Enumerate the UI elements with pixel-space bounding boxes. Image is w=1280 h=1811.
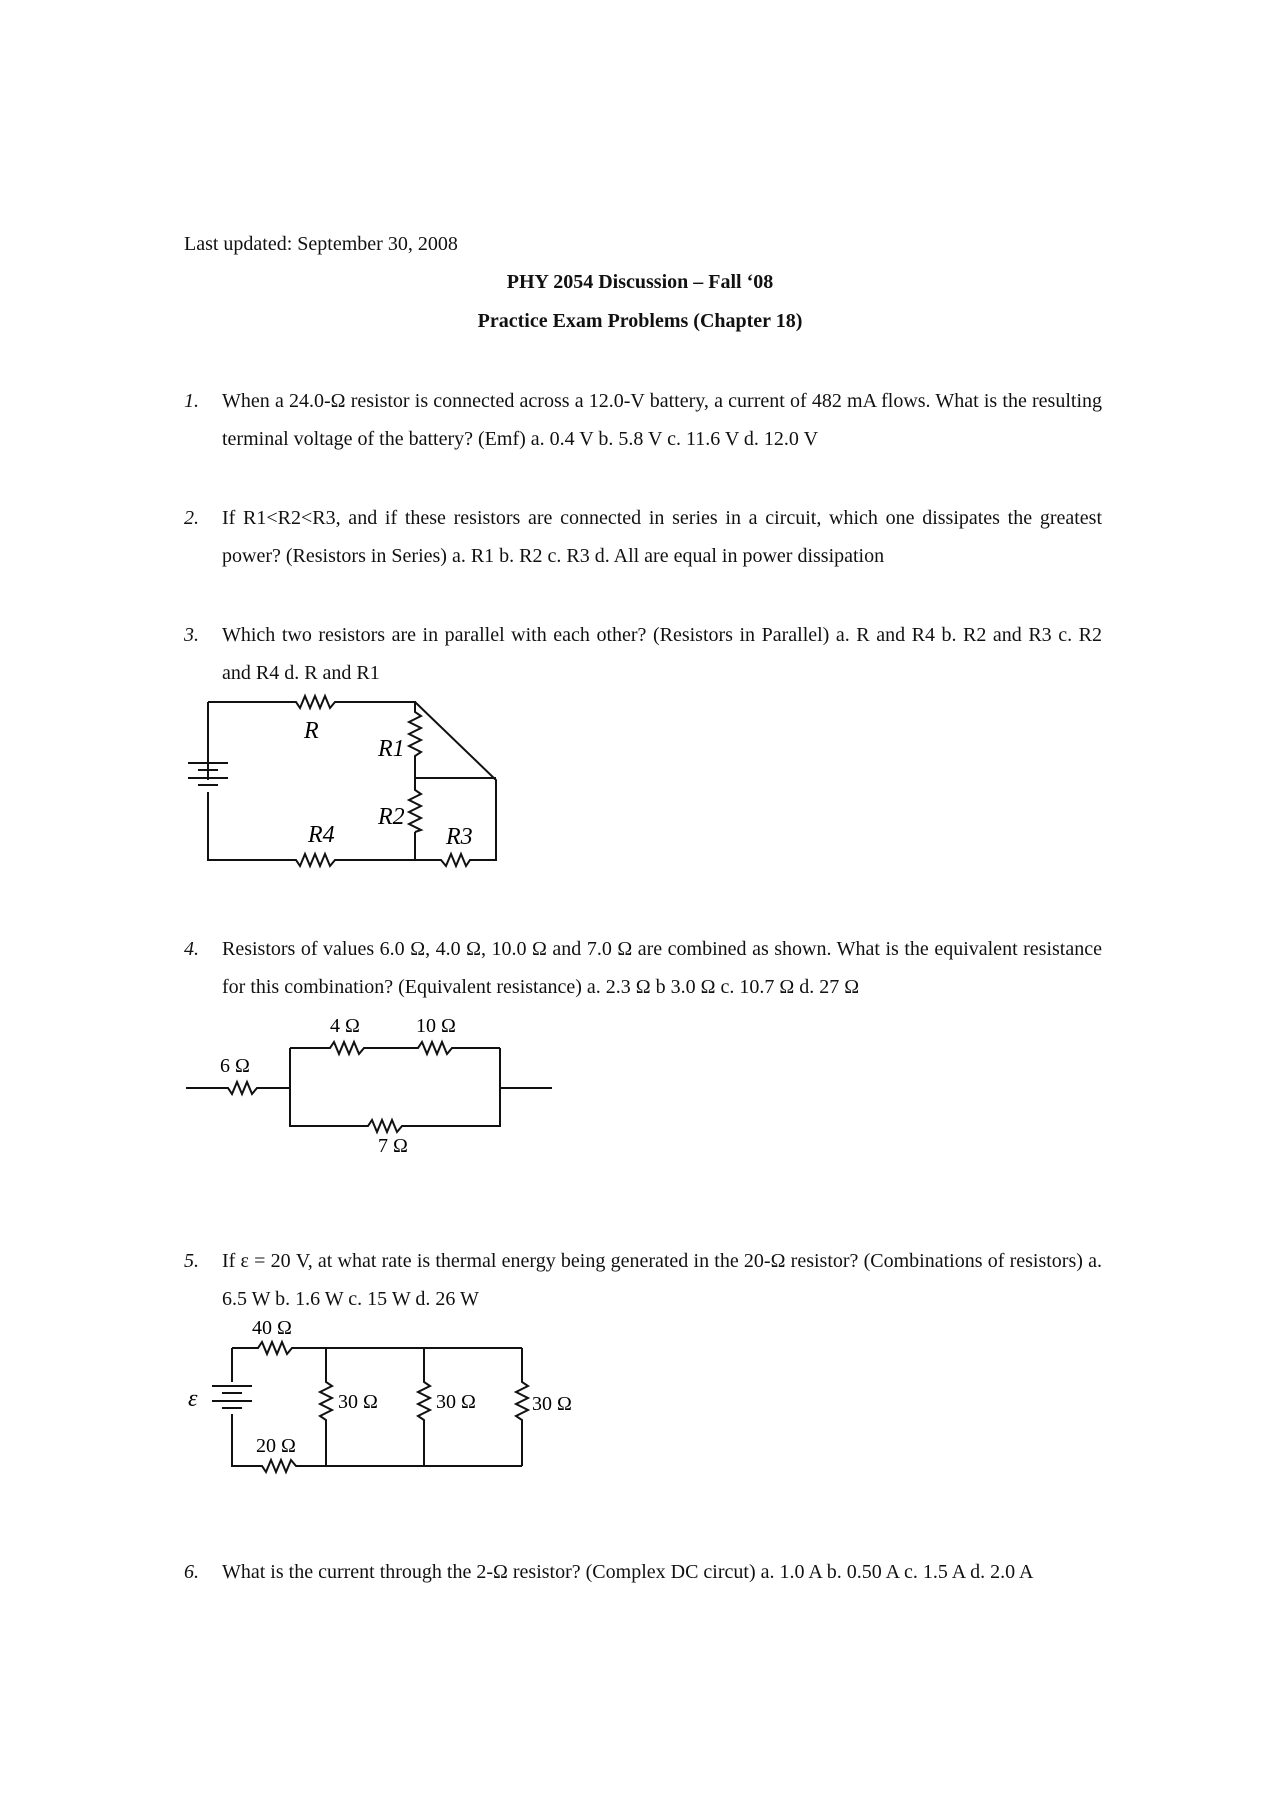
problem-number: 5. (184, 1250, 199, 1272)
course-title: PHY 2054 Discussion – Fall ‘08 (506, 271, 774, 293)
label-emf: ε (188, 1386, 198, 1412)
label-30-ohm-b: 30 Ω (436, 1391, 476, 1413)
label-r4: R4 (308, 822, 335, 848)
problem-text: When a 24.0-Ω resistor is connected across a 12.0-V battery, a current of 482 mA flows. What is the resulting terminal voltage of the battery? (Emf) a. 0.4 V b. 5.8 V c. 11.6 V d. 12.0 V (222, 390, 1102, 450)
problem-text: What is the current through the 2-Ω resistor? (Complex DC circut) a. 1.0 A b. 0.50 A c. 1.5 A d. 2.0 A (222, 1561, 1034, 1583)
label-30-ohm-c: 30 Ω (532, 1393, 572, 1415)
problem-number: 2. (184, 507, 199, 529)
label-20-ohm: 20 Ω (256, 1435, 296, 1457)
problem-text: Which two resistors are in parallel with each other? (Resistors in Parallel) a. R and R4 b. R2 and R3 c. R2 and R4 d. R and R1 (222, 624, 1102, 684)
label-7-ohm: 7 Ω (378, 1135, 408, 1157)
label-10-ohm: 10 Ω (416, 1015, 456, 1037)
problem-number: 4. (184, 938, 199, 960)
last-updated: Last updated: September 30, 2008 (184, 233, 458, 255)
problem-text: If R1<R2<R3, and if these resistors are connected in series in a circuit, which one dissipates the greatest power? (Resistors in Series) a. R1 b. R2 c. R3 d. All are equal in power dissipation (222, 507, 1102, 567)
problem-number: 1. (184, 390, 199, 412)
problem-5-text (222, 1242, 1102, 1318)
label-30-ohm-a: 30 Ω (338, 1391, 378, 1413)
label-4-ohm: 4 Ω (330, 1015, 360, 1037)
problem-2-text (222, 499, 1102, 575)
problem-number: 3. (184, 624, 199, 646)
problem-1-text (222, 382, 1102, 458)
page-title: Practice Exam Problems (Chapter 18) (477, 310, 803, 332)
label-r3: R3 (446, 824, 473, 850)
label-40-ohm: 40 Ω (252, 1317, 292, 1339)
problem-text: If ε = 20 V, at what rate is thermal energy being generated in the 20-Ω resistor? (Combinations of resistors) a. 6.5 W b. 1.6 W c. 15 W d. 26 W (222, 1250, 1102, 1310)
problem-4-text (222, 930, 1102, 1006)
problem-3-text (222, 616, 1102, 692)
label-6-ohm: 6 Ω (220, 1055, 250, 1077)
problem-number: 6. (184, 1561, 199, 1583)
problem-6-text (222, 1553, 1102, 1591)
label-r1: R1 (378, 736, 405, 762)
label-r: R (304, 718, 319, 744)
label-r2: R2 (378, 804, 405, 830)
problem-text: Resistors of values 6.0 Ω, 4.0 Ω, 10.0 Ω and 7.0 Ω are combined as shown. What is the equivalent resistance for this combination? (Equivalent resistance) a. 2.3 Ω b 3.0 Ω c. 10.7 Ω d. 27 Ω (222, 938, 1102, 998)
